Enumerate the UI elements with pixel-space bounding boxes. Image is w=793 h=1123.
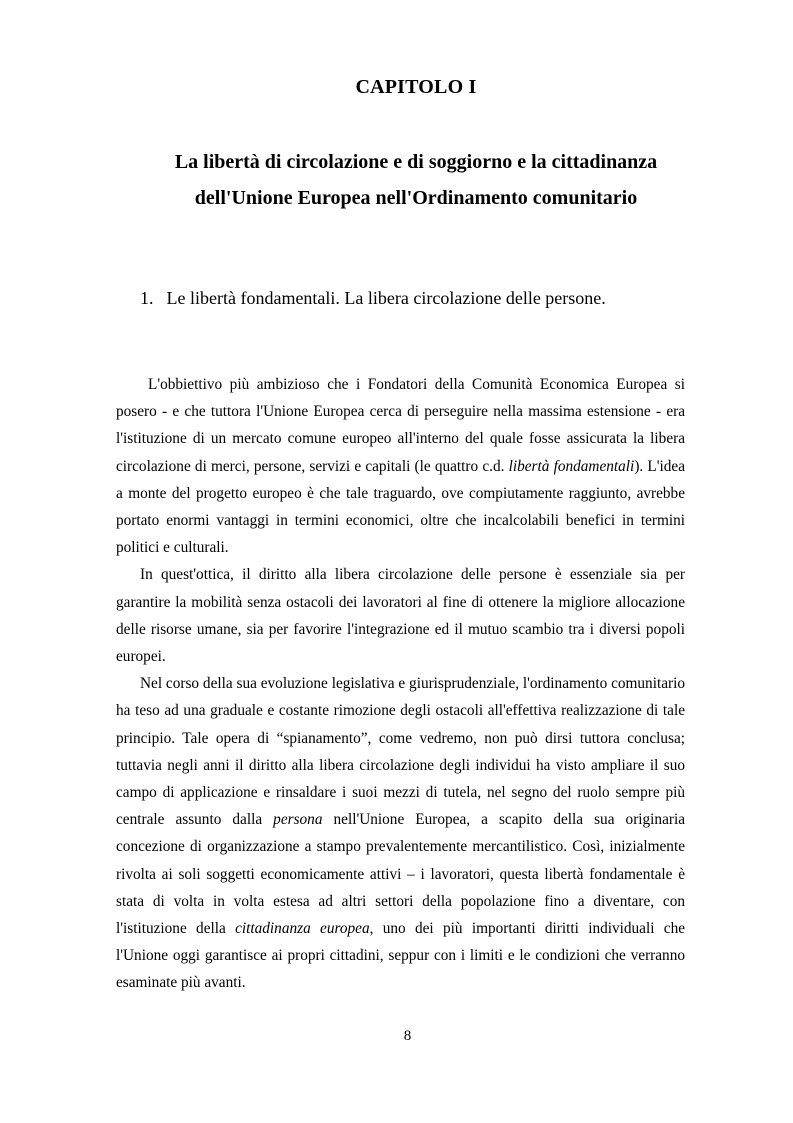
paragraph-3-emphasis-1: persona [273, 811, 323, 829]
chapter-heading: CAPITOLO I [355, 76, 477, 98]
paragraph-1 [116, 371, 685, 561]
paragraph-3-emphasis-2: cittadinanza europea [235, 920, 370, 938]
paragraph-3-text-b: nell'Unione Europea, a scapito della sua originaria concezione di organizzazione a stampo prevalentemente mercantilistico. Così, inizialmente rivolta ai soli soggetti economicamente attivi – i lavoratori, questa libertà fondamentale è stata di volta in volta estesa ad altri settori della popolazione fino a diventare, con l'istituzione della [116, 811, 686, 938]
paragraph-3 [116, 670, 685, 996]
paragraph-1-emphasis: libertà fondamentali [508, 457, 635, 475]
paragraph-1-text-a: L'obbiettivo più ambizioso che i Fondatori della Comunità Economica Europea si posero - e che tuttora l'Unione Europea cerca di perseguire nella massima estensione - era l'istituzione di un mercato comune europeo all'interno del quale fosse assicurata la libera circolazione di merci, persone, servizi e capitali (le quattro c.d. [116, 376, 685, 475]
paragraph-1-text-b: ). L'idea a monte del progetto europeo è che tale traguardo, ove compiutamente raggiunto, avrebbe portato enormi vantaggi in termini economici, oltre che incalcolabili benefici in termini politici e culturali. [116, 457, 685, 557]
section-title: Le libertà fondamentali. La libera circolazione delle persone. [166, 288, 606, 308]
paragraph-2: In quest'ottica, il diritto alla libera circolazione delle persone è essenziale sia per garantire la mobilità senza ostacoli dei lavoratori al fine di ottenere la migliore allocazione delle risorse umane, sia per favorire l'integrazione ed il mutuo scambio tra i diversi popoli europei. [116, 566, 685, 666]
body-text [116, 371, 685, 997]
section-heading [140, 288, 606, 309]
chapter-title-line-1: La libertà di circolazione e di soggiorno e la cittadinanza [174, 151, 658, 173]
paragraph-3-text-a: Nel corso della sua evoluzione legislativa e giurisprudenziale, l'ordinamento comunitario ha teso ad una graduale e costante rimozione degli ostacoli all'effettiva realizzazione di tale principio. Tale opera di “spianamento”, come vedremo, non può dirsi tuttora conclusa; tuttavia negli anni il diritto alla libera circolazione degli individui ha visto ampliare il suo campo di applicazione e rinsaldare i suoi mezzi di tutela, nel segno del ruolo sempre più centrale assunto dalla [116, 675, 685, 829]
section-number: 1. [140, 288, 154, 308]
page-number: 8 [403, 1028, 412, 1044]
paragraph-3-text-c: , uno dei più importanti diritti individuali che l'Unione oggi garantisce ai propri cittadini, seppur con i limiti e le condizioni che verranno esaminate più avanti. [116, 920, 686, 992]
chapter-title-line-2: dell'Unione Europea nell'Ordinamento comunitario [194, 187, 638, 209]
